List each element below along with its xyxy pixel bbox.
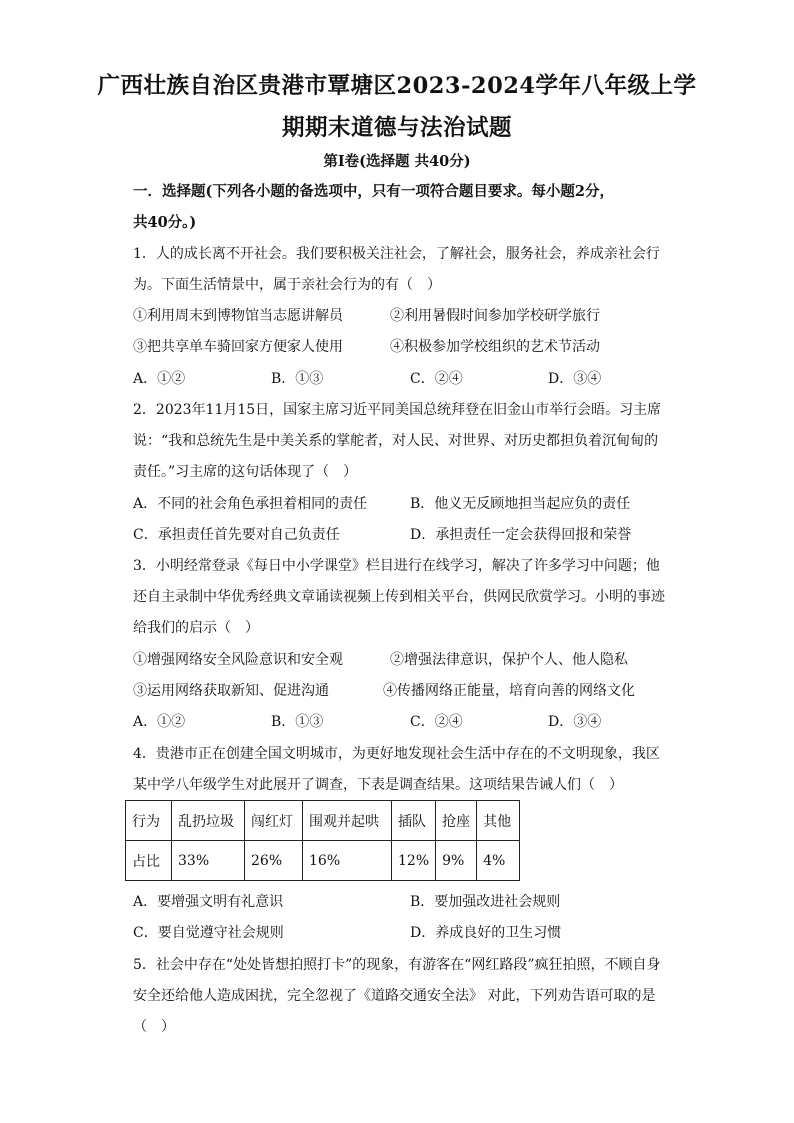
question-3-option-b: B．①③ [271, 714, 324, 730]
question-1-option-c: C．②④ [410, 371, 463, 387]
question-2-option-d: D．承担责任一定会获得回报和荣誉 [410, 527, 632, 543]
question-2-option-a: A．不同的社会角色承担着相同的责任 [133, 496, 368, 512]
table-header-cell: 行为 [126, 801, 172, 841]
table-header-cell: 围观并起哄 [303, 801, 392, 841]
question-1-statement-2: ②利用暑假时间参加学校研学旅行 [390, 308, 600, 324]
question-5-stem-line3: （ ） [133, 1019, 175, 1035]
question-1-statement-4: ④积极参加学校组织的艺术节活动 [390, 339, 600, 355]
question-4-option-d: D．养成良好的卫生习惯 [410, 925, 562, 941]
question-3-option-d: D．③④ [548, 714, 602, 730]
table-header-cell: 乱扔垃圾 [172, 801, 245, 841]
question-2-stem-line2: 说：“我和总统先生是中美关系的掌舵者，对人民、对世界、对历史都担负着沉甸甸的 [133, 433, 659, 449]
question-1-statement-1: ①利用周末到博物馆当志愿讲解员 [133, 308, 343, 324]
question-2-stem-line3: 责任。”习主席的这句话体现了（ ） [133, 464, 358, 480]
question-1-statement-3: ③把共享单车骑回家方便家人使用 [133, 339, 343, 355]
question-1-stem-line1: 1．人的成长离不开社会。我们要积极关注社会，了解社会，服务社会，养成亲社会行 [133, 246, 660, 262]
question-5-stem-line2: 安全还给他人造成困扰，完全忽视了《道路交通安全法》 对此，下列劝告语可取的是 [133, 988, 656, 1004]
question-4-stem-line1: 4．贵港市正在创建全国文明城市，为更好地发现社会生活中存在的不文明现象，我区 [133, 746, 660, 762]
question-1-option-d: D．③④ [548, 371, 602, 387]
question-3-statement-4: ④传播网络正能量，培育向善的网络文化 [383, 683, 635, 699]
table-cell: 9% [436, 841, 477, 881]
question-3-stem-line2: 还自主录制中华优秀经典文章诵读视频上传到相关平台，供网民欣赏学习。小明的事迹 [133, 589, 665, 605]
table-header-cell: 闯红灯 [245, 801, 303, 841]
question-4-option-c: C．要自觉遵守社会规则 [133, 925, 284, 941]
table-header-cell: 抢座 [436, 801, 477, 841]
question-3-statement-1: ①增强网络安全风险意识和安全观 [133, 652, 343, 668]
question-2-option-b: B．他义无反顾地担当起应负的责任 [410, 496, 631, 512]
question-3-stem-line1: 3．小明经常登录《每日中小学课堂》栏目进行在线学习，解决了许多学习中问题；他 [133, 558, 660, 574]
question-3-option-c: C．②④ [410, 714, 463, 730]
question-4-option-b: B．要加强改进社会规则 [410, 894, 561, 910]
table-header-cell: 其他 [477, 801, 520, 841]
table-cell: 12% [392, 841, 436, 881]
question-1-option-a: A．①② [133, 371, 186, 387]
question-3-statement-2: ②增强法律意识，保护个人、他人隐私 [390, 652, 628, 668]
volume-heading: 第Ⅰ卷(选择题 共40分) [323, 153, 471, 170]
question-4-option-a: A．要增强文明有礼意识 [133, 894, 284, 910]
table-cell: 4% [477, 841, 520, 881]
table-cell: 33% [172, 841, 245, 881]
table-header-cell: 插队 [392, 801, 436, 841]
section-heading-line1: 一．选择题(下列各小题的备选项中，只有一项符合题目要求。每小题2分， [133, 183, 614, 200]
table-cell: 占比 [126, 841, 172, 881]
question-4-stem-line2: 某中学八年级学生对此展开了调查，下表是调查结果。这项结果告诫人们（ ） [133, 777, 623, 793]
question-2-stem-line1: 2．2023年11月15日，国家主席习近平同美国总统拜登在旧金山市举行会晤。习主席 [133, 402, 662, 418]
exam-title-line1: 广西壮族自治区贵港市覃塘区2023-2024学年八年级上学 [97, 73, 697, 99]
question-3-stem-line3: 给我们的启示（ ） [133, 620, 259, 636]
table-header-row [126, 801, 520, 841]
exam-title-line2: 期期末道德与法治试题 [281, 115, 512, 141]
question-3-option-a: A．①② [133, 714, 186, 730]
question-2-option-c: C．承担责任首先要对自己负责任 [133, 527, 340, 543]
survey-table [125, 800, 520, 881]
question-1-option-b: B．①③ [271, 371, 324, 387]
question-3-statement-3: ③运用网络获取新知、促进沟通 [133, 683, 329, 699]
table-row [126, 841, 520, 881]
table-cell: 26% [245, 841, 303, 881]
question-5-stem-line1: 5．社会中存在“处处皆想拍照打卡”的现象，有游客在“网红路段”疯狂拍照，不顾自身 [133, 957, 661, 973]
section-heading-line2: 共40分。) [133, 214, 197, 231]
table-cell: 16% [303, 841, 392, 881]
question-1-stem-line2: 为。下面生活情景中，属于亲社会行为的有（ ） [133, 277, 441, 293]
